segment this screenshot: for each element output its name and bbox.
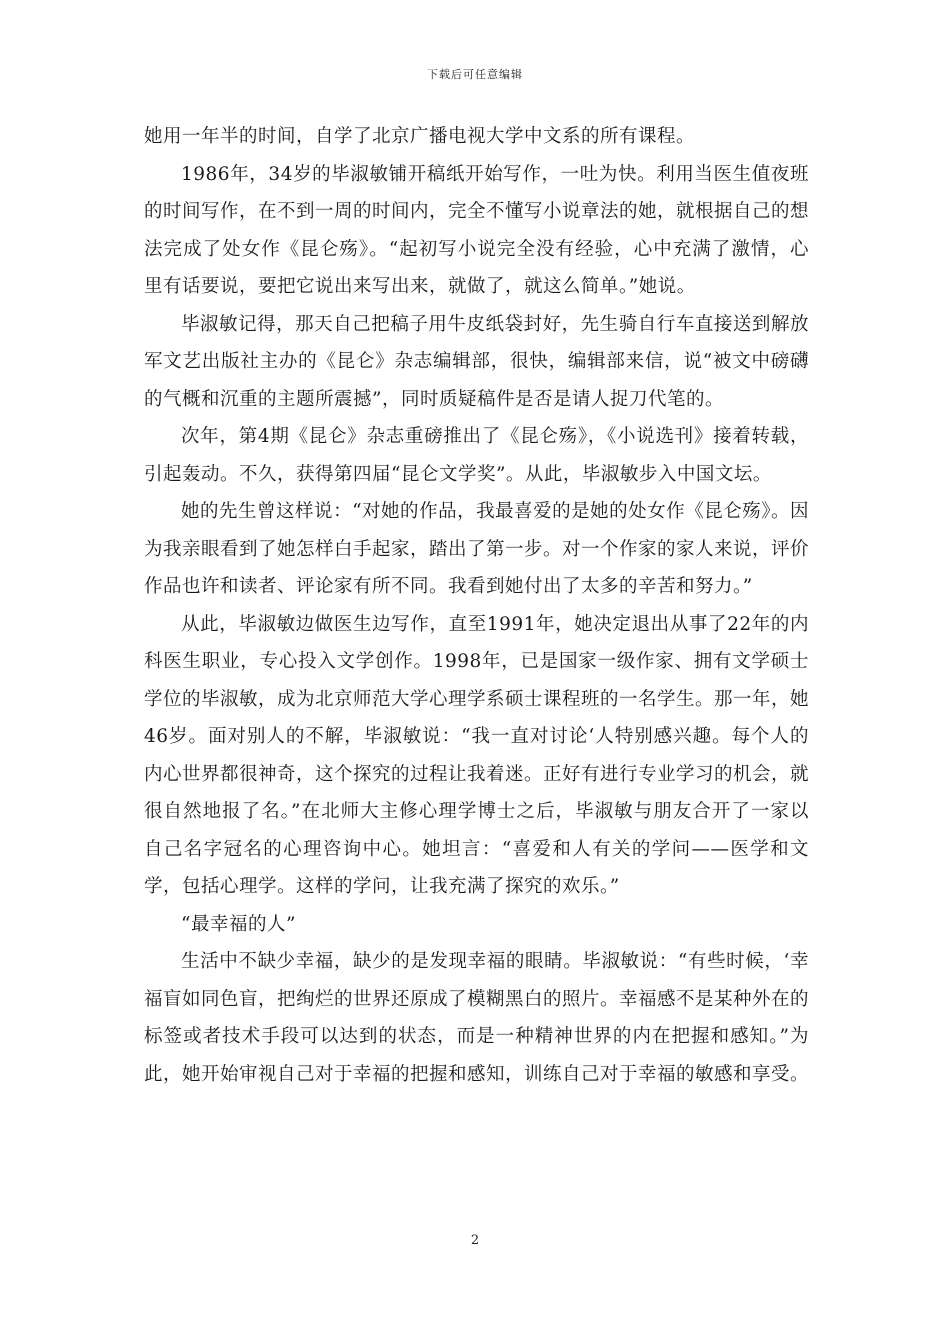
section-heading-happiest-person: “最幸福的人” (181, 913, 296, 935)
paragraph-career-change: 从此，毕淑敏边做医生边写作，直至1991年，她决定退出从事了22年的内科医生职业，专心投入文学创作。1998年，已是国家一级作家、拥有文学硕士学位的毕淑敏，成为北京师范大学心理学系硕士课程班的一名学生。那一年，她46岁。面对别人的不解，毕淑敏说：“我一直对讨论‘人特别感兴趣。每个人的内心世界都很神奇，这个探究的过程让我着迷。正好有进行专业学习的机会，就很自然地报了名。”在北师大主修心理学博士之后，毕淑敏与朋友合开了一家以自己名字冠名的心理咨询中心。她坦言：“喜爱和人有关的学问——医学和文学，包括心理学。这样的学问，让我充满了探究的欢乐。” (144, 613, 810, 897)
paragraph-publication: 次年，第4期《昆仑》杂志重磅推出了《昆仑殇》，《小说选刊》接着转载，引起轰动。不久，获得第四届“昆仑文学奖”。从此，毕淑敏步入中国文坛。 (144, 426, 809, 485)
paragraph-continuation: 她用一年半的时间，自学了北京广播电视大学中文系的所有课程。 (144, 126, 696, 147)
paragraph-husband-quote: 她的先生曾这样说：“对她的作品，我最喜爱的是她的处女作《昆仑殇》。因为我亲眼看到了她怎样白手起家，踏出了第一步。对一个作家的家人来说，评价作品也许和读者、评论家有所不同。我看到她付出了太多的辛苦和努力。” (144, 501, 810, 597)
paragraph-manuscript-sent: 毕淑敏记得，那天自己把稿子用牛皮纸袋封好，先生骑自行车直接送到解放军文艺出版社主办的《昆仑》杂志编辑部，很快，编辑部来信，说“被文中磅礴的气概和沉重的主题所震撼”，同时质疑稿件是否是请人捉刀代笔的。 (144, 313, 809, 410)
page-header: 下载后可任意编辑 (427, 68, 523, 81)
paragraph-happiness: 生活中不缺少幸福，缺少的是发现幸福的眼睛。毕淑敏说：“有些时候，‘幸福盲如同色盲，把绚烂的世界还原成了模糊黑白的照片。幸福感不是某种外在的标签或者技术手段可以达到的状态，而是一种精神世界的内在把握和感知。”为此，她开始审视自己对于幸福的把握和感知，训练自己对于幸福的敏感和享受。 (144, 951, 810, 1085)
paragraph-1986-writing: 1986年，34岁的毕淑敏铺开稿纸开始写作，一吐为快。利用当医生值夜班的时间写作，在不到一周的时间内，完全不懂写小说章法的她，就根据自己的想法完成了处女作《昆仑殇》。“起初写小说完全没有经验，心中充满了激情，心里有话要说，要把它说出来写出来，就做了，就这么简单。”她说。 (144, 163, 810, 297)
document-body (144, 118, 809, 1093)
page-number: 2 (470, 1233, 480, 1248)
